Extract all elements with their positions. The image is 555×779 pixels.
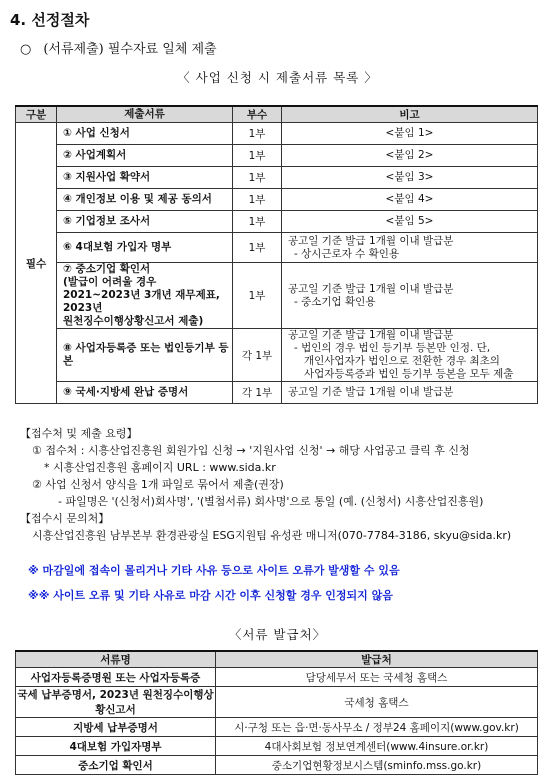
document-line: ⑦ 중소기업 확인서 bbox=[63, 263, 151, 275]
issue-row bbox=[16, 718, 538, 737]
issue-header-row bbox=[16, 651, 538, 668]
issue-issuer: 담당세무서 또는 국세청 홈택스 bbox=[216, 668, 538, 687]
section-subtitle bbox=[20, 38, 217, 57]
count-cell: 1부 bbox=[233, 263, 282, 329]
document-cell bbox=[57, 329, 233, 382]
count-cell: 1부 bbox=[233, 167, 282, 189]
note-cell bbox=[282, 233, 538, 263]
table-row bbox=[16, 167, 538, 189]
guide-heading-submission: 【접수처 및 제출 요령】 bbox=[20, 427, 138, 440]
note-cell bbox=[282, 167, 538, 189]
guide-line-4: - 파일명은 '(신청서)회사명', '(별첨서류) 회사명'으로 통일 (예. (신청서) 시흥산업진흥원) bbox=[58, 495, 484, 508]
document-line: ② 사업계획서 bbox=[63, 149, 127, 161]
header-issuer: 발급처 bbox=[216, 651, 538, 668]
submission-guide bbox=[20, 425, 511, 544]
page-title: 4. 선정절차 bbox=[10, 11, 90, 29]
issue-row bbox=[16, 687, 538, 718]
note-cell bbox=[282, 329, 538, 382]
issue-issuer: 시·구청 또는 읍·면·동사무소 / 정부24 홈페이지(www.gov.kr) bbox=[216, 718, 538, 737]
note-line: <붙임 4> bbox=[385, 193, 434, 205]
header-doc-name: 서류명 bbox=[16, 651, 216, 668]
issue-row bbox=[16, 737, 538, 756]
document-line: ⑤ 기업정보 조사서 bbox=[63, 215, 151, 227]
header-category: 구분 bbox=[16, 106, 57, 123]
issue-issuer: 4대사회보험 정보연계센터(www.4insure.or.kr) bbox=[216, 737, 538, 756]
table-row bbox=[16, 382, 538, 404]
document-cell bbox=[57, 167, 233, 189]
table-row bbox=[16, 263, 538, 329]
table-row bbox=[16, 123, 538, 145]
table-row bbox=[16, 145, 538, 167]
document-cell bbox=[57, 145, 233, 167]
document-cell bbox=[57, 382, 233, 404]
document-cell bbox=[57, 123, 233, 145]
document-cell bbox=[57, 263, 233, 329]
warning-line-1: ※ 마감일에 접속이 몰리거나 기타 사유 등으로 사이트 오류가 발생할 수 있음 bbox=[28, 564, 400, 577]
note-cell bbox=[282, 123, 538, 145]
issue-table-caption: 〈서류 발급처〉 bbox=[228, 627, 327, 642]
note-cell bbox=[282, 211, 538, 233]
note-line: <붙임 5> bbox=[385, 215, 434, 227]
guide-line-2: * 시흥산업진흥원 홈페이지 URL : www.sida.kr bbox=[44, 461, 276, 474]
document-line: (발급이 어려울 경우 bbox=[63, 276, 157, 288]
document-line: 2021~2023년 3개년 재무제표, 2023년 bbox=[63, 289, 220, 314]
document-line: 원천징수이행상황신고서 제출) bbox=[63, 315, 204, 327]
issue-issuer: 국세청 홈택스 bbox=[216, 687, 538, 718]
note-line: <붙임 3> bbox=[385, 171, 434, 183]
count-cell: 1부 bbox=[233, 189, 282, 211]
warning-line-2: ※※ 사이트 오류 및 기타 사유로 마감 시간 이후 신청할 경우 인정되지 않음 bbox=[28, 589, 393, 602]
subtitle-text: (서류제출) 필수자료 일체 제출 bbox=[43, 42, 217, 57]
count-cell: 1부 bbox=[233, 123, 282, 145]
document-line: ④ 개인정보 이용 및 제공 동의서 bbox=[63, 193, 212, 205]
document-cell bbox=[57, 211, 233, 233]
note-cell bbox=[282, 263, 538, 329]
note-line: 공고일 기준 발급 1개월 이내 발급분 bbox=[288, 282, 454, 295]
table-row bbox=[16, 233, 538, 263]
note-line: <붙임 2> bbox=[385, 149, 434, 161]
count-cell: 1부 bbox=[233, 233, 282, 263]
guide-heading-contact: 【접수시 문의처】 bbox=[20, 512, 110, 525]
issue-issuer: 중소기업현황정보시스템(sminfo.mss.go.kr) bbox=[216, 756, 538, 775]
note-line: 사업자등록증과 법인 등기부 등본을 모두 제출 bbox=[304, 368, 514, 380]
warnings bbox=[28, 558, 400, 608]
count-cell: 1부 bbox=[233, 211, 282, 233]
document-line: ⑨ 국세·지방세 완납 증명서 bbox=[63, 386, 189, 398]
note-cell bbox=[282, 189, 538, 211]
note-line: - 중소기업 확인용 bbox=[294, 295, 376, 308]
note-line: - 법인의 경우 법인 등기부 등본만 인정. 단, bbox=[294, 342, 491, 354]
note-line: 공고일 기준 발급 1개월 이내 발급분 bbox=[288, 386, 454, 398]
document-cell bbox=[57, 189, 233, 211]
table-row bbox=[16, 211, 538, 233]
guide-contact: 시흥산업진흥원 남부본부 환경관광실 ESG지원팀 유성관 매니저(070-7784-3186, skyu@sida.kr) bbox=[32, 529, 512, 542]
note-line: - 상시근로자 수 확인용 bbox=[294, 247, 400, 260]
issue-doc-name: 사업자등록증명원 또는 사업자등록증 bbox=[16, 668, 216, 687]
guide-line-3: ② 사업 신청서 양식을 1개 파일로 묶어서 제출(권장) bbox=[32, 478, 284, 491]
table-header-row bbox=[16, 106, 538, 123]
issue-row bbox=[16, 668, 538, 687]
note-line: 공고일 기준 발급 1개월 이내 발급분 bbox=[288, 234, 454, 247]
document-line: ⑧ 사업자등록증 또는 법인등기부 등본 bbox=[63, 342, 229, 367]
issue-doc-name: 중소기업 확인서 bbox=[16, 756, 216, 775]
document-line: ⑥ 4대보험 가입자 명부 bbox=[63, 241, 172, 253]
issue-doc-name: 지방세 납부증명서 bbox=[16, 718, 216, 737]
document-cell bbox=[57, 233, 233, 263]
bullet-circle: ○ bbox=[20, 42, 32, 57]
document-line: ③ 지원사업 확약서 bbox=[63, 171, 151, 183]
issue-row bbox=[16, 756, 538, 775]
note-cell bbox=[282, 145, 538, 167]
note-line: <붙임 1> bbox=[385, 127, 434, 139]
header-note: 비고 bbox=[282, 106, 538, 123]
required-documents-table bbox=[15, 105, 538, 404]
guide-line-1: ① 접수처 : 시흥산업진흥원 회원가입 신청 → '지원사업 신청' → 해당 사업공고 클릭 후 신청 bbox=[32, 444, 470, 457]
count-cell: 각 1부 bbox=[233, 329, 282, 382]
table-row bbox=[16, 189, 538, 211]
document-issuer-table bbox=[15, 650, 538, 775]
document-line: ① 사업 신청서 bbox=[63, 127, 130, 139]
note-line: 개인사업자가 법인으로 전환한 경우 최초의 bbox=[304, 355, 500, 367]
issue-doc-name: 국세 납부증명서, 2023년 원천징수이행상황신고서 bbox=[16, 687, 216, 718]
count-cell: 1부 bbox=[233, 145, 282, 167]
header-document: 제출서류 bbox=[57, 106, 233, 123]
note-line: 공고일 기준 발급 1개월 이내 발급분 bbox=[288, 329, 454, 341]
count-cell: 각 1부 bbox=[233, 382, 282, 404]
issue-doc-name: 4대보험 가입자명부 bbox=[16, 737, 216, 756]
note-cell bbox=[282, 382, 538, 404]
category-cell: 필수 bbox=[16, 123, 57, 404]
table-row bbox=[16, 329, 538, 382]
table-caption: 〈 사업 신청 시 제출서류 목록 〉 bbox=[177, 70, 378, 85]
header-count: 부수 bbox=[233, 106, 282, 123]
